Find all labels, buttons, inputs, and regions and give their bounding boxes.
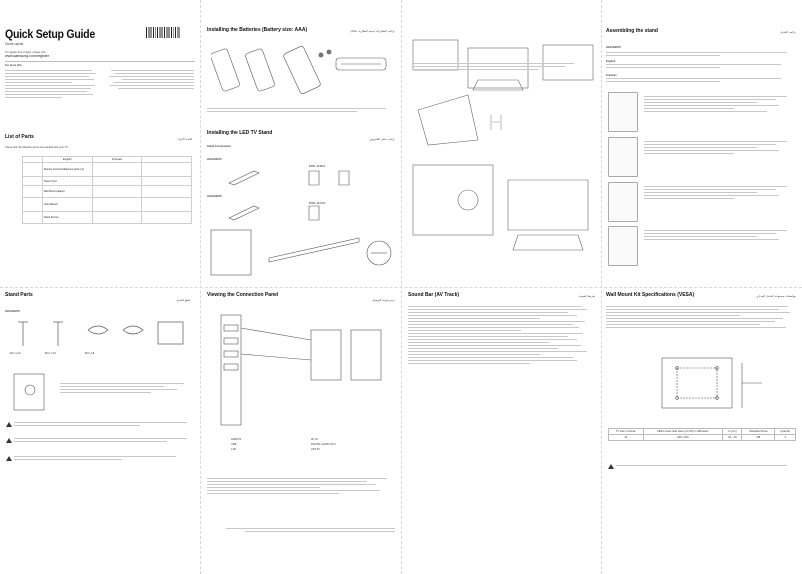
table-cell: 200 x 200 (643, 435, 723, 441)
table-header-cell: C (mm) (723, 429, 742, 435)
assembly-step-text (644, 230, 794, 242)
assembly-step-text (644, 186, 794, 201)
table-header-cell: English (42, 157, 92, 163)
guide-subtitle: Guide rapide (5, 42, 24, 46)
table-row (23, 198, 192, 212)
table-row (609, 435, 796, 441)
table-cell: M8 (742, 435, 775, 441)
section-heading: For more info (5, 64, 22, 67)
stand-base-diagram (10, 368, 60, 418)
table-header-cell: Quantity (775, 429, 796, 435)
wallmount-title-ar: مواصفات مجموعة الحامل الجداري (756, 294, 796, 298)
table-cell: 43 ~ 45 (723, 435, 742, 441)
port-label: ANT IN (311, 448, 320, 451)
table-cell: 43 (609, 435, 644, 441)
battery-note (207, 108, 395, 114)
stand-model-a: HG45AE670 (207, 158, 222, 161)
table-cell: 4 (775, 435, 796, 441)
parts-subtext: Check that the following items are packed with your TV. (5, 146, 69, 149)
screw-label: M4 x L12 (10, 352, 21, 355)
stand-components-diagram-b (209, 200, 394, 225)
warning-text (14, 456, 194, 462)
guide-title: Quick Setup Guide (5, 27, 95, 41)
warning-icon (6, 438, 12, 443)
callout-label: BN61-15479A (309, 202, 326, 205)
wallmount-title: Wall Mount Kit Specifications (VESA) (606, 292, 695, 298)
stand-step-illustration (608, 226, 638, 266)
port-label: DIGITAL AUDIO OUT (311, 443, 336, 446)
wallmount-text (606, 306, 798, 330)
connection-title: Viewing the Connection Panel (207, 292, 279, 298)
assembly-note-label: Français (606, 74, 617, 77)
table-header-cell: Français (92, 157, 142, 163)
connection-title-ar: عرض لوحة التوصيل (372, 298, 395, 302)
connection-panel (201, 288, 401, 574)
screw-label: M4 x L10 (45, 352, 56, 355)
soundbar-panel (402, 288, 601, 574)
assembly-model: HG45AE670 (606, 46, 621, 49)
tv-stand-assembly-diagram (408, 30, 598, 150)
warning-icon (608, 464, 614, 469)
barcode (146, 27, 180, 38)
tv-stand-assembly-diagram-2 (408, 160, 598, 280)
stand-attach-diagram (209, 228, 394, 283)
register-url[interactable]: www.samsung.com/register (5, 54, 49, 58)
stand-parts-panel (0, 288, 200, 574)
warning-icon (6, 422, 12, 427)
table-header-cell: Standard Screw (742, 429, 775, 435)
connection-note-ar (207, 528, 395, 534)
part-name: Remote Control & Batteries (AAA x 2) (42, 163, 92, 177)
parts-bottom-model: HG45AE670 (5, 310, 20, 313)
assembly-step-text (644, 141, 794, 156)
warning-text (14, 438, 194, 444)
callout-label: BN61-15480A (309, 165, 326, 168)
assembly-title-ar: تركيب الحامل (780, 30, 796, 34)
port-label: AV IN (311, 438, 318, 441)
stand-components-diagram-a (209, 163, 394, 193)
soundbar-text (408, 306, 596, 366)
table-row (23, 212, 192, 224)
screw-label: M4 x L8 (85, 352, 95, 355)
part-name: Wall Mount Adapter (42, 186, 92, 198)
parts-heading: List of Parts (5, 134, 34, 140)
vesa-diagram (642, 353, 772, 418)
stand-parts-note (60, 383, 190, 395)
wallmount-warning (616, 465, 796, 468)
register-text: To register this product, please visit (5, 51, 46, 54)
intro-text-en (5, 70, 100, 100)
assembling-stand-panel (602, 0, 802, 287)
stand-model-b: HG43AE670 (207, 195, 222, 198)
port-label: USB (231, 443, 237, 446)
stand-components-label: Stand Components (207, 145, 231, 148)
battery-install-diagram (211, 40, 396, 100)
stand-step-illustration (608, 92, 638, 132)
soundbar-title-ar: شريط الصوت (578, 294, 595, 298)
assembly-note (606, 64, 796, 70)
divider (5, 61, 195, 62)
batteries-title: Installing the Batteries (Battery size: AAA) (207, 27, 308, 33)
part-name: Power Cord (42, 177, 92, 186)
table-header-cell: VESA screw hole specs (A x B) in millimeters (643, 429, 723, 435)
assembly-intro (606, 52, 796, 58)
stand-step-illustration (608, 137, 638, 177)
soundbar-title: Sound Bar (AV Track) (408, 292, 460, 298)
table-header-cell: TV size in inches (609, 429, 644, 435)
parts-bottom-title: Stand Parts (5, 292, 33, 298)
screws-diagram (8, 318, 188, 350)
table-row (23, 186, 192, 198)
table-row (23, 163, 192, 177)
table-row (23, 177, 192, 186)
assembly-title: Assembling the stand (606, 28, 658, 34)
assembly-note-label: English (606, 60, 616, 63)
intro-text-ar (104, 70, 194, 91)
cover-panel (0, 0, 200, 287)
stand-title: Installing the LED TV Stand (207, 130, 273, 136)
parts-heading-ar: قائمة الأجزاء (177, 137, 192, 141)
parts-table (22, 156, 192, 224)
svg-text:H: H (488, 110, 504, 135)
batteries-stand-panel (201, 0, 401, 287)
part-name: Stand Screws (42, 212, 92, 224)
port-label: LAN (231, 448, 237, 451)
vesa-spec-table (608, 428, 796, 441)
wallmount-panel (602, 288, 802, 574)
assembly-step-text (644, 96, 794, 114)
connection-note (207, 478, 395, 496)
stand-assembly-diagrams-panel (402, 0, 601, 287)
connection-panel-diagram (211, 310, 391, 430)
port-label: HDMI IN (231, 438, 241, 441)
parts-bottom-title-ar: قطع الحامل (176, 298, 190, 302)
stand-step-illustration (608, 182, 638, 222)
batteries-title-ar: تركيب البطاريات (حجم البطارية: AAA) (350, 29, 395, 33)
warning-text (14, 422, 194, 428)
warning-icon (6, 456, 12, 461)
assembly-step-text (412, 63, 592, 72)
part-name: User Manual (42, 198, 92, 212)
assembly-note (606, 78, 796, 84)
stand-title-ar: تركيب حامل التلفزيون (369, 137, 395, 141)
